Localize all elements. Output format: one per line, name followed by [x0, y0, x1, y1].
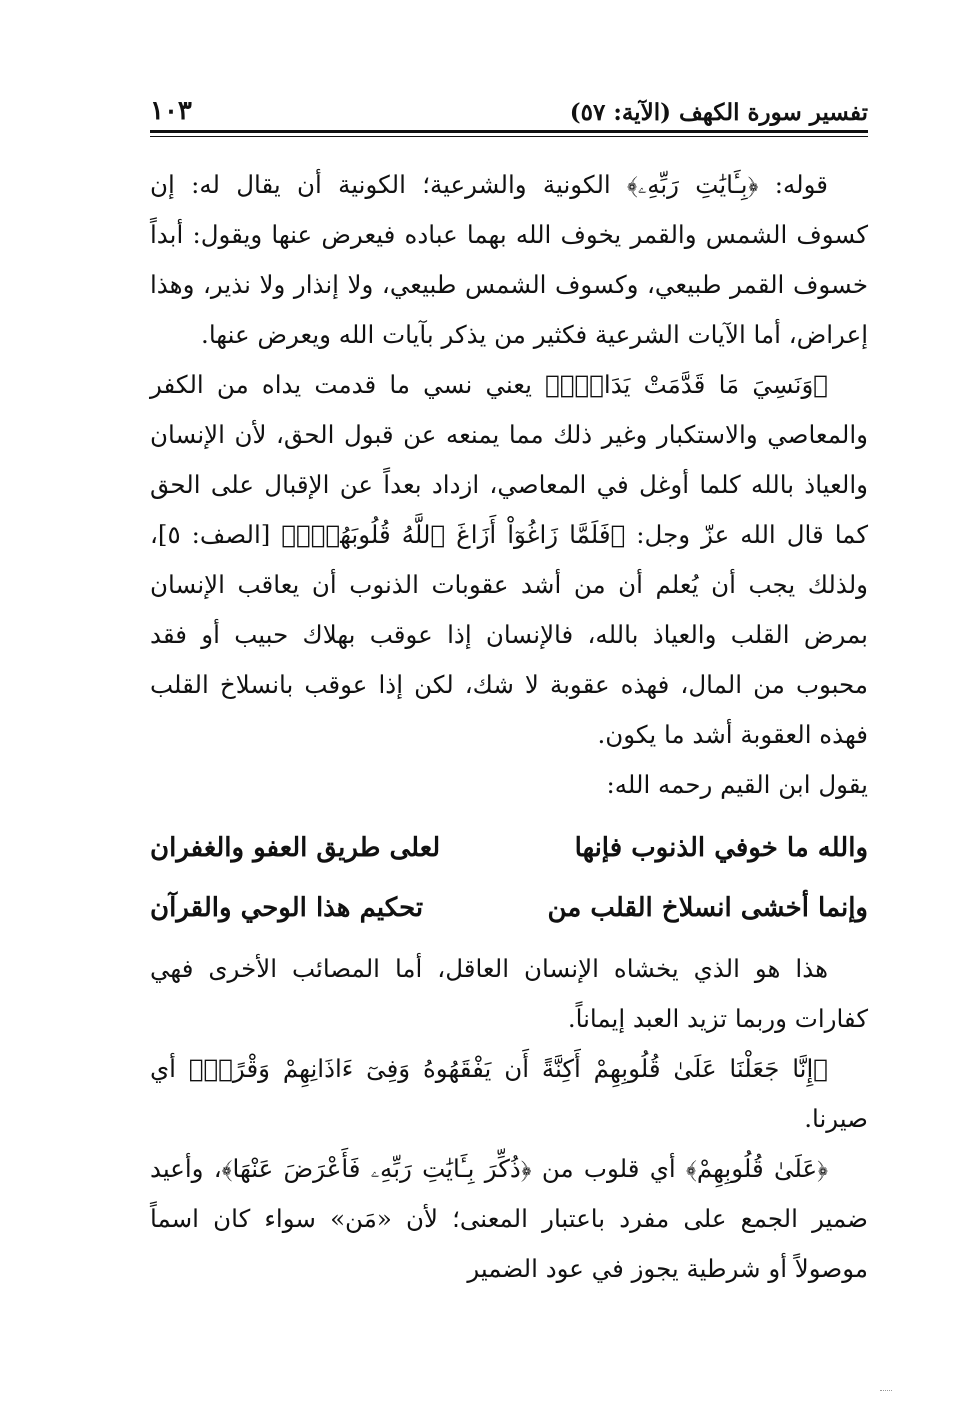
paragraph-3: يقول ابن القيم رحمه الله: — [606, 770, 868, 799]
paragraph-1: قوله: ﴿بِـَٔايَٰتِ رَبِّهِۦ﴾ الكونية والشرعية؛ الكونية أن يقال له: إن كسوف الشمس والقمر يخوف الله بهما عباده فيعرض عنها ويقول: أبداً خسوف القمر طبيعي، وكسوف الشمس طبيعي، ولا إنذار ولا نذير، وهذا إعراض، أما الآيات الشرعية فكثير من يذكر بآيات الله ويعرض عنها. — [150, 170, 868, 349]
poem-line-2-first-hemistich: وإنما أخشى انسلاخ القلب من — [547, 893, 868, 923]
paragraph-2: ﴿وَنَسِيَ مَا قَدَّمَتْ يَدَاهُۚ﴾ يعني نسي ما قدمت يداه من الكفر والمعاصي والاستكبار وغير ذلك مما يمنعه عن قبول الحق، لأن الإنسان والعياذ بالله كلما أوغل في المعاصي، ازداد بعداً عن الإقبال على الحق كما قال الله عزّ وجل: ﴿فَلَمَّا زَاغُوٓاْ أَزَاغَ ٱللَّهُ قُلُوبَهُمْۚ﴾ [الصف: ٥]، ولذلك يجب أن يُعلم أن من أشد عقوبات الذنوب أن يعاقب الإنسان بمرض القلب والعياذ بالله، فالإنسان إذا عوقب بهلاك حبيب أو فقد محبوب من المال، فهذه عقوبة لا شك، لكن إذا عوقب بانسلاخ القلب فهذه العقوبة أشد ما يكون. — [150, 370, 868, 749]
poem-line-2-second-hemistich: تحكيم هذا الوحي والقرآن — [150, 893, 424, 923]
page-number: ١٠٣ — [150, 96, 192, 126]
poem-block — [150, 818, 868, 938]
page-body — [150, 160, 868, 1294]
header-rule-thick — [150, 130, 868, 133]
header-rule-thin — [150, 136, 868, 137]
paragraph-5: ﴿إِنَّا جَعَلْنَا عَلَىٰ قُلُوبِهِمْ أَكِنَّةً أَن يَفْقَهُوهُ وَفِىٓ ءَاذَانِهِمْ وَقْرًاۖ﴾ أي صيرنا. — [150, 1054, 868, 1133]
poem-line-1-second-hemistich: لعلى طريق العفو والغفران — [150, 833, 441, 863]
poem-line-1-first-hemistich: والله ما خوفي الذنوب فإنها — [574, 833, 868, 863]
running-title: تفسير سورة الكهف (الآية: ٥٧) — [569, 99, 868, 126]
scan-speck — [880, 1390, 892, 1392]
paragraph-6: ﴿عَلَىٰ قُلُوبِهِمْ﴾ أي قلوب من ﴿ذُكِّرَ بِـَٔايَٰتِ رَبِّهِۦ فَأَعْرَضَ عَنْهَا﴾، وأعيد ضمير الجمع على مفرد باعتبار المعنى؛ لأن «مَن» سواء كان اسماً موصولاً أو شرطية يجوز في عود الضمير — [150, 1154, 868, 1283]
paragraph-4: هذا هو الذي يخشاه الإنسان العاقل، أما المصائب الأخرى فهي كفارات وربما تزيد العبد إيماناً. — [150, 954, 868, 1033]
page-header — [150, 86, 868, 126]
poem-line-1 — [150, 818, 868, 878]
poem-line-2 — [150, 878, 868, 938]
